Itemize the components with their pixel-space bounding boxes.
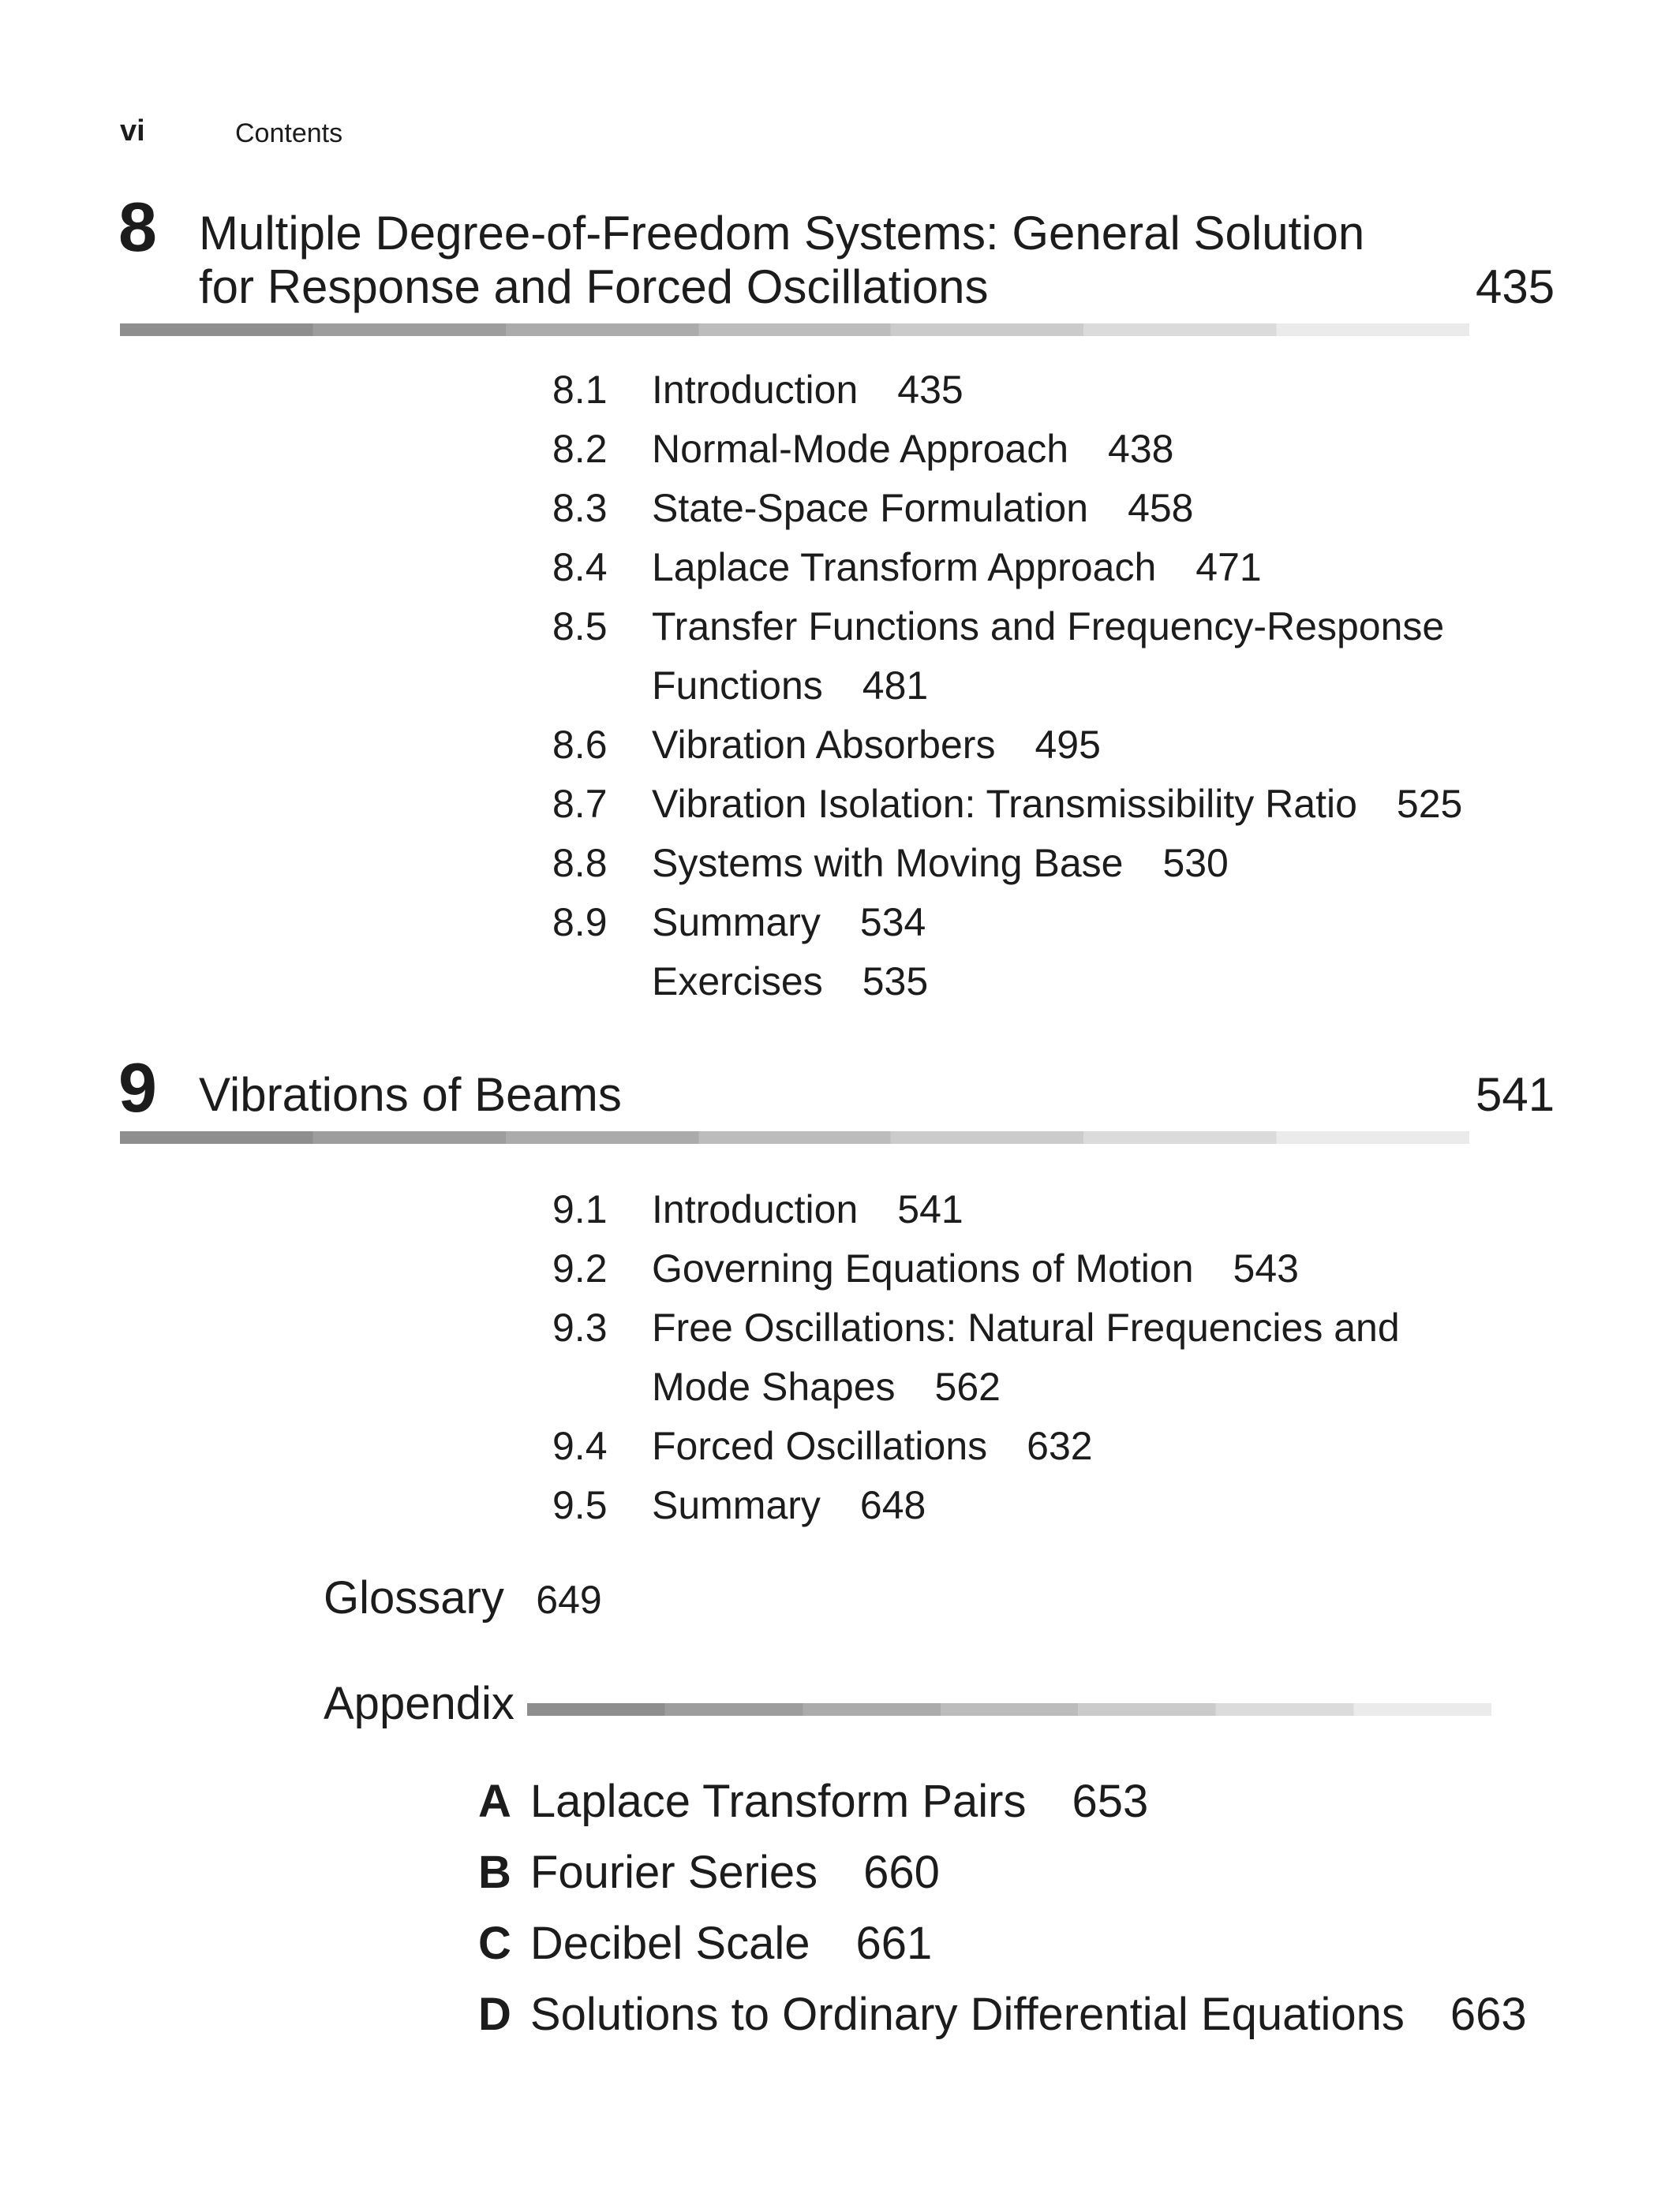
appendix-entry-title: Solutions to Ordinary Differential Equations	[529, 1989, 1405, 2040]
section-title: Laplace Transform Approach	[652, 545, 1157, 589]
section-title: Introduction	[652, 1187, 859, 1231]
section-title: Summary	[652, 900, 821, 944]
appendix-letter: D	[478, 1989, 511, 2040]
chapter-rule	[120, 323, 1469, 336]
section-number: 9.3	[552, 1306, 608, 1350]
section-number: 8.2	[552, 427, 608, 471]
section-page: 541	[897, 1187, 963, 1231]
section-number: 8.8	[552, 841, 608, 885]
section-title-continued: Functions	[652, 663, 823, 708]
section-number: 8.3	[552, 486, 608, 530]
section-number: 9.1	[552, 1187, 608, 1231]
section-title: Vibration Absorbers	[652, 723, 996, 767]
section-title: Introduction	[652, 368, 859, 412]
chapter-page: 435	[1476, 260, 1555, 313]
section-page: 543	[1233, 1246, 1299, 1291]
section-title: Exercises	[652, 959, 823, 1003]
chapter-title-line1: Multiple Degree-of-Freedom Systems: General Solution	[199, 207, 1365, 260]
appendix-entry	[478, 1774, 1148, 1829]
appendix-entry	[478, 1987, 1527, 2042]
glossary-title: Glossary	[324, 1572, 504, 1624]
appendix-letter: A	[478, 1776, 511, 1827]
appendix-letter: C	[478, 1918, 511, 1969]
section-number: 8.5	[552, 604, 608, 648]
section-number: 8.7	[552, 782, 608, 826]
section-page: 495	[1035, 723, 1101, 767]
section-page: 471	[1195, 545, 1262, 589]
chapter-page: 541	[1476, 1068, 1555, 1121]
appendix-entry-title: Fourier Series	[529, 1847, 818, 1898]
chapter-rule	[120, 1131, 1469, 1144]
section-page: 562	[934, 1365, 1001, 1409]
appendix-entry-title: Decibel Scale	[529, 1918, 810, 1969]
section-number: 8.9	[552, 900, 608, 944]
section-title-continued: Mode Shapes	[652, 1365, 896, 1409]
section-title: Governing Equations of Motion	[652, 1246, 1194, 1291]
chapter-title-line2: for Response and Forced Oscillations	[199, 260, 989, 313]
appendix-entry-title: Laplace Transform Pairs	[529, 1776, 1027, 1827]
appendix-entry-page: 660	[863, 1847, 940, 1898]
section-number: 8.4	[552, 545, 608, 589]
section-page: 648	[859, 1483, 926, 1527]
section-title: Free Oscillations: Natural Frequencies and	[652, 1306, 1400, 1350]
appendix-entry	[478, 1916, 932, 1971]
section-page: 438	[1108, 427, 1174, 471]
section-title: Forced Oscillations	[652, 1424, 988, 1468]
appendix-entry-page: 653	[1072, 1776, 1149, 1827]
appendix-letter: B	[478, 1847, 511, 1898]
section-page: 534	[859, 900, 926, 944]
glossary-page: 649	[536, 1578, 602, 1622]
section-number: 9.2	[552, 1246, 608, 1291]
appendix-entry	[478, 1845, 940, 1900]
running-header-title: Contents	[235, 118, 343, 148]
section-number: 8.6	[552, 723, 608, 767]
section-title: Summary	[652, 1483, 821, 1527]
chapter-title-line1: Vibrations of Beams	[199, 1068, 622, 1121]
section-page: 535	[862, 959, 929, 1003]
section-number: 9.5	[552, 1483, 608, 1527]
section-title: Transfer Functions and Frequency-Response	[652, 604, 1445, 648]
chapter-number: 8	[118, 188, 157, 266]
section-number: 8.1	[552, 368, 608, 412]
appendix-title: Appendix	[324, 1678, 514, 1729]
section-page: 458	[1128, 486, 1194, 530]
chapter-number: 9	[118, 1048, 157, 1127]
running-header-page-number: vi	[120, 114, 145, 148]
section-page: 481	[862, 663, 929, 708]
section-title: Normal-Mode Approach	[652, 427, 1069, 471]
appendix-rule	[527, 1703, 1491, 1716]
section-page: 525	[1396, 782, 1463, 826]
glossary-entry	[324, 1571, 602, 1624]
section-number: 9.4	[552, 1424, 608, 1468]
section-page: 530	[1162, 841, 1229, 885]
appendix-entry-page: 661	[855, 1918, 933, 1969]
section-title: State-Space Formulation	[652, 486, 1089, 530]
section-page: 435	[897, 368, 963, 412]
section-page: 632	[1027, 1424, 1093, 1468]
section-title: Systems with Moving Base	[652, 841, 1124, 885]
section-title: Vibration Isolation: Transmissibility Ratio	[652, 782, 1357, 826]
appendix-entry-page: 663	[1450, 1989, 1527, 2040]
